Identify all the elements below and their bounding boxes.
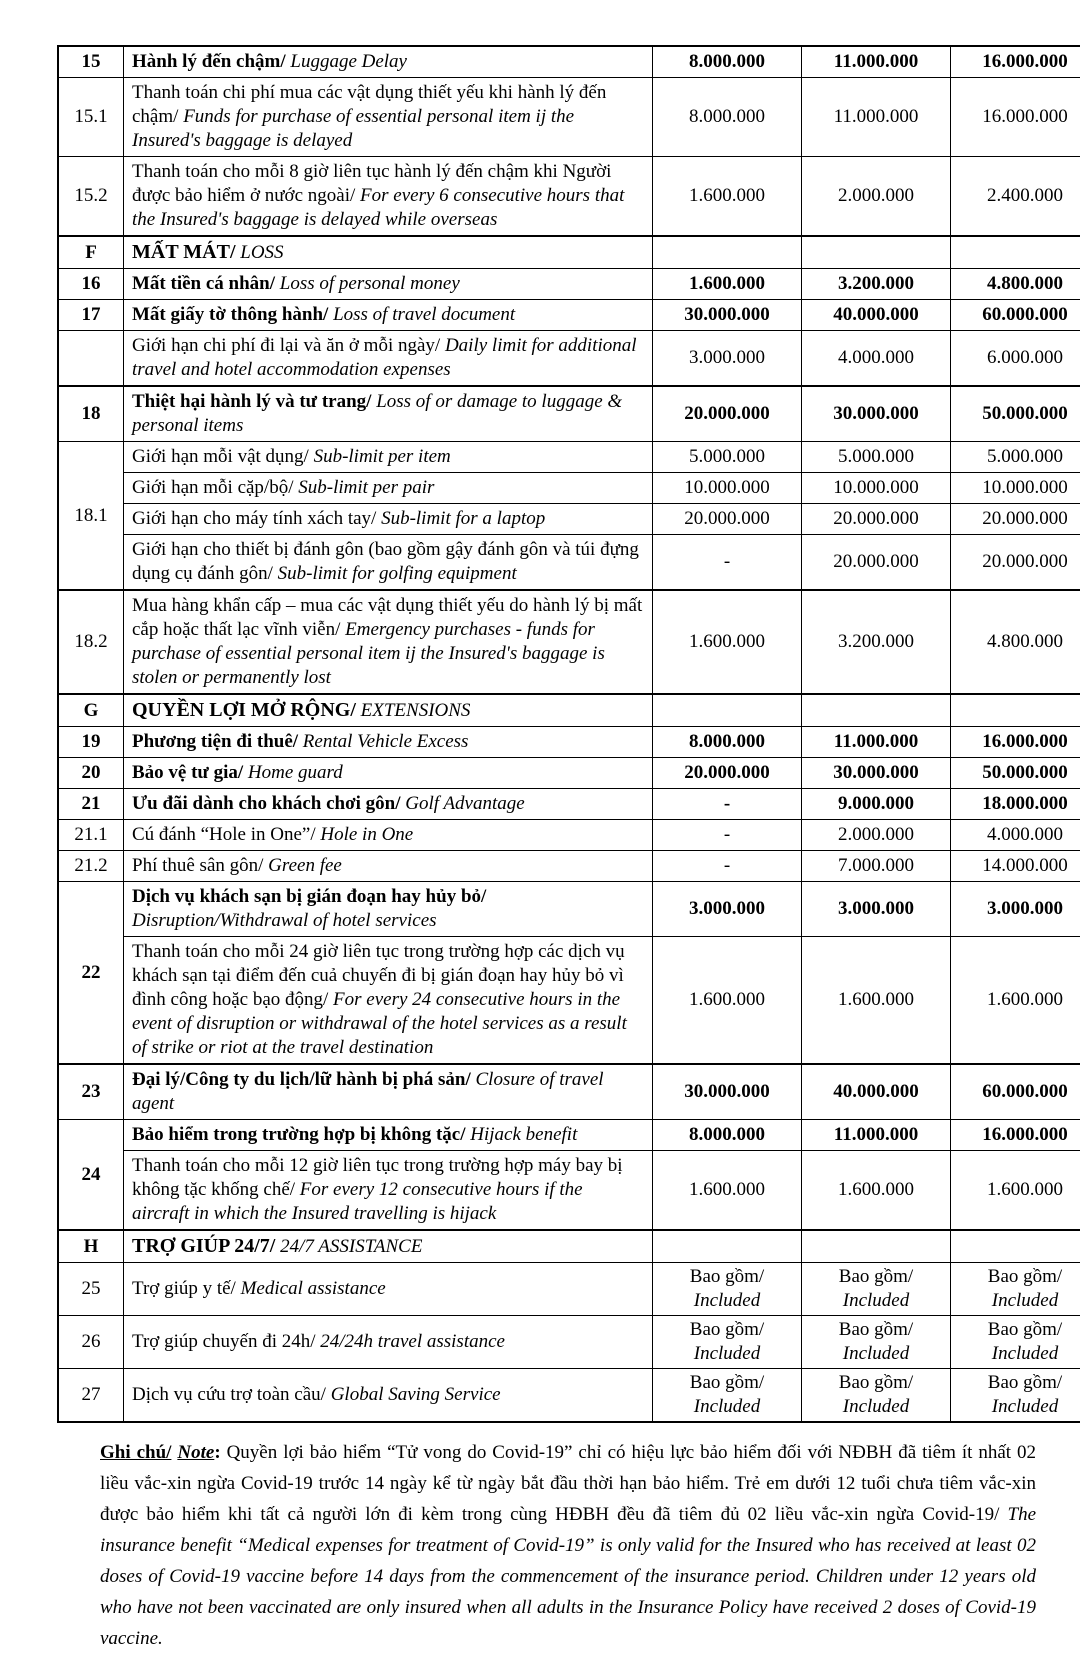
benefit-label-en: Sub-limit for a laptop [376,508,545,529]
benefit-value: 60.000.000 [951,300,1080,331]
benefit-label-vi: Giới hạn mỗi vật dụng/ [132,446,309,467]
benefit-value: 50.000.000 [951,758,1080,789]
benefit-value: 1.600.000 [653,590,802,694]
benefit-label-en: Daily limit for additional travel and hotel accommodation expenses [132,335,637,380]
benefit-value: 7.000.000 [802,851,951,882]
benefit-value: 20.000.000 [653,758,802,789]
benefit-value: 3.000.000 [951,882,1080,937]
table-row [58,78,1080,157]
benefit-value: 1.600.000 [802,1151,951,1231]
benefit-label-vi: Giới hạn cho máy tính xách tay/ [132,508,376,529]
benefit-label-vi: Giới hạn mỗi cặp/bộ/ [132,477,294,498]
row-number: 26 [58,1316,124,1369]
footnote [100,1437,1036,1654]
benefit-value [653,1230,802,1263]
row-number: 21.1 [58,820,124,851]
benefit-value: 1.600.000 [653,157,802,237]
benefit-value: - [653,820,802,851]
benefit-value: - [653,535,802,591]
table-row [58,590,1080,694]
benefit-label-vi: Thanh toán chi phí mua các vật dụng thiết yếu khi hành lý đến chậm/ [132,82,606,127]
benefit-value: 40.000.000 [802,1064,951,1120]
benefit-description [124,1064,653,1120]
row-number: H [58,1230,124,1263]
benefit-description [124,590,653,694]
row-number: 17 [58,300,124,331]
benefit-value [802,1230,951,1263]
benefit-label-vi: Phí thuê sân gôn/ [132,855,263,876]
benefit-value: Bao gồm/ Included [653,1316,802,1369]
table-row [58,937,1080,1065]
benefit-value: 4.800.000 [951,590,1080,694]
benefit-value: 5.000.000 [653,442,802,473]
row-number: 19 [58,727,124,758]
benefit-value: 20.000.000 [951,504,1080,535]
table-row [58,1316,1080,1369]
benefit-value [653,236,802,269]
benefit-value: 3.000.000 [653,331,802,387]
benefit-value: 3.000.000 [802,882,951,937]
benefit-description [124,851,653,882]
benefit-value: Bao gồm/ Included [951,1369,1080,1423]
row-number: 22 [58,882,124,1065]
benefit-description [124,937,653,1065]
benefit-value: 30.000.000 [802,758,951,789]
row-number: 15 [58,46,124,78]
benefit-label-en: Sub-limit for golfing equipment [273,563,517,584]
benefit-value: Bao gồm/ Included [951,1263,1080,1316]
benefit-value [951,1230,1080,1263]
benefit-value: 3.200.000 [802,269,951,300]
benefit-description [124,1230,653,1263]
benefit-value [802,236,951,269]
benefit-description [124,694,653,727]
table-row [58,504,1080,535]
benefit-label-en: 24/7 ASSISTANCE [275,1236,422,1257]
benefit-value: 11.000.000 [802,727,951,758]
note-label-vi: Ghi chú/ [100,1442,171,1463]
benefit-description [124,236,653,269]
table-row [58,300,1080,331]
benefit-description [124,820,653,851]
benefit-label-vi: TRỢ GIÚP 24/7/ [132,1235,275,1257]
row-number: 27 [58,1369,124,1423]
benefit-label-en: LOSS [236,242,284,263]
benefit-value [653,694,802,727]
benefits-table-body [58,46,1080,1422]
benefit-value: 5.000.000 [951,442,1080,473]
benefit-value: 18.000.000 [951,789,1080,820]
benefit-label-en: EXTENSIONS [356,700,471,721]
note-text-vi: Quyền lợi bảo hiểm “Tử vong do Covid-19” chỉ có hiệu lực bảo hiểm đối với NĐBH đã tiêm ít nhất 02 liều vắc-xin ngừa Covid-19 trước 14 ngày kể từ ngày bắt đầu thời hạn bảo hiểm. Trẻ em dưới 12 tuổi chưa tiêm vắc-xin được bảo hiểm khi tất cả người lớn đi kèm trong cùng HĐBH đều đã tiêm đủ 02 liều vắc-xin ngừa Covid-19/ [100,1442,1036,1525]
row-number: 24 [58,1120,124,1231]
benefit-label-vi: Phương tiện đi thuê/ [132,731,298,752]
benefit-label-en: Rental Vehicle Excess [298,731,468,752]
benefit-value: 11.000.000 [802,46,951,78]
benefit-value: 1.600.000 [653,269,802,300]
benefit-value: 1.600.000 [653,1151,802,1231]
benefit-value: 16.000.000 [951,46,1080,78]
row-number: 25 [58,1263,124,1316]
table-row [58,694,1080,727]
benefit-description [124,882,653,937]
benefit-value: Bao gồm/ Included [802,1263,951,1316]
benefit-value: 3.000.000 [653,882,802,937]
benefit-description [124,1151,653,1231]
benefit-description [124,386,653,442]
row-number: 23 [58,1064,124,1120]
benefit-label-vi: Dịch vụ khách sạn bị gián đoạn hay hủy bỏ/ [132,886,486,907]
benefit-value: 60.000.000 [951,1064,1080,1120]
benefit-label-vi: Hành lý đến chậm/ [132,51,286,72]
benefit-value: 1.600.000 [802,937,951,1065]
table-row [58,1263,1080,1316]
benefit-value [951,694,1080,727]
benefit-label-vi: Đại lý/Công ty du lịch/lữ hành bị phá sản/ [132,1069,471,1090]
row-number: 15.1 [58,78,124,157]
benefit-label-en: Closure of travel agent [132,1069,604,1114]
table-row [58,535,1080,591]
benefit-value: 4.000.000 [951,820,1080,851]
benefit-label-vi: Mất giấy tờ thông hành/ [132,304,328,325]
benefit-value: 5.000.000 [802,442,951,473]
benefit-label-vi: Dịch vụ cứu trợ toàn cầu/ [132,1384,326,1405]
row-number: 15.2 [58,157,124,237]
benefit-value: 9.000.000 [802,789,951,820]
benefit-value: 8.000.000 [653,727,802,758]
row-number: F [58,236,124,269]
table-row [58,1064,1080,1120]
benefit-value: 50.000.000 [951,386,1080,442]
row-number: 21 [58,789,124,820]
table-row [58,442,1080,473]
benefit-description [124,1316,653,1369]
benefit-label-en: Golf Advantage [401,793,525,814]
benefit-label-vi: Giới hạn cho thiết bị đánh gôn (bao gồm gậy đánh gôn và túi đựng dụng cụ đánh gôn/ [132,539,639,584]
benefit-label-en: Funds for purchase of essential personal item ij the Insured's baggage is delayed [132,106,574,151]
benefit-label-en: Emergency purchases - funds for purchase of essential personal item ij the Insured's baggage is stolen or permanently lost [132,619,605,688]
benefit-value: - [653,789,802,820]
benefit-value: 3.200.000 [802,590,951,694]
benefit-label-en: Luggage Delay [286,51,407,72]
benefit-value: 30.000.000 [653,1064,802,1120]
benefit-description [124,758,653,789]
benefit-value: 11.000.000 [802,78,951,157]
table-row [58,1120,1080,1151]
table-row [58,727,1080,758]
benefit-description [124,300,653,331]
benefit-value: 30.000.000 [802,386,951,442]
benefit-description [124,473,653,504]
benefit-label-en: Sub-limit per item [309,446,451,467]
benefit-label-en: Medical assistance [236,1278,386,1299]
table-row [58,789,1080,820]
benefit-value: 14.000.000 [951,851,1080,882]
benefit-value: - [653,851,802,882]
benefit-value: 4.800.000 [951,269,1080,300]
benefit-label-vi: Ưu đãi dành cho khách chơi gôn/ [132,793,401,814]
table-row [58,758,1080,789]
benefit-label-en: For every 6 consecutive hours that the Insured's baggage is delayed while overseas [132,185,624,230]
table-row [58,820,1080,851]
benefit-label-vi: Thiệt hại hành lý và tư trang/ [132,391,371,412]
benefit-value: Bao gồm/ Included [802,1316,951,1369]
benefit-value: 1.600.000 [653,937,802,1065]
benefit-value: 40.000.000 [802,300,951,331]
benefit-value: 1.600.000 [951,1151,1080,1231]
benefit-label-en: Global Saving Service [326,1384,501,1405]
benefit-label-vi: Bảo vệ tư gia/ [132,762,243,783]
benefit-value: 8.000.000 [653,78,802,157]
benefit-label-en: For every 12 consecutive hours if the aircraft in which the Insured travelling is hijack [132,1179,583,1224]
benefit-description [124,535,653,591]
benefit-description [124,331,653,387]
note-colon: : [214,1442,220,1463]
benefit-value: 2.000.000 [802,157,951,237]
benefit-value: 11.000.000 [802,1120,951,1151]
table-row [58,1230,1080,1263]
table-row [58,331,1080,387]
benefit-label-en: Loss of travel document [328,304,515,325]
benefit-value: Bao gồm/ Included [951,1316,1080,1369]
benefit-label-en: Loss of or damage to luggage & personal items [132,391,622,436]
table-row [58,269,1080,300]
benefit-label-vi: Giới hạn chi phí đi lại và ăn ở mỗi ngày/ [132,335,440,356]
benefit-label-vi: Trợ giúp chuyến đi 24h/ [132,1331,316,1352]
benefit-value: 10.000.000 [802,473,951,504]
benefit-value: Bao gồm/ Included [653,1369,802,1423]
benefit-label-en: Hole in One [316,824,414,845]
benefit-label-en: 24/24h travel assistance [316,1331,505,1352]
benefit-label-vi: Cú đánh “Hole in One”/ [132,824,316,845]
benefit-value: 16.000.000 [951,727,1080,758]
benefit-value: 20.000.000 [653,386,802,442]
benefit-value: 20.000.000 [802,504,951,535]
row-number: 18.1 [58,442,124,591]
benefit-label-vi: MẤT MÁT/ [132,241,236,263]
table-row [58,46,1080,78]
benefit-value: 30.000.000 [653,300,802,331]
benefit-value: 2.000.000 [802,820,951,851]
benefit-label-en: For every 24 consecutive hours in the event of disruption or withdrawal of the hotel services as a result of strike or riot at the travel destination [132,989,627,1058]
benefit-value: 20.000.000 [951,535,1080,591]
benefit-value: 6.000.000 [951,331,1080,387]
benefit-label-vi: QUYỀN LỢI MỞ RỘNG/ [132,699,356,721]
benefit-description [124,1369,653,1423]
benefit-description [124,442,653,473]
note-label-en: Note [177,1442,214,1463]
benefit-value: 20.000.000 [653,504,802,535]
benefit-label-en: Green fee [263,855,341,876]
row-number: 16 [58,269,124,300]
benefit-value: 4.000.000 [802,331,951,387]
benefit-description [124,504,653,535]
benefits-table [57,45,1080,1423]
benefit-label-en: Hijack benefit [466,1124,578,1145]
benefit-value: 8.000.000 [653,1120,802,1151]
benefit-label-en: Loss of personal money [275,273,460,294]
benefit-description [124,78,653,157]
benefit-label-en: Disruption/Withdrawal of hotel services [132,910,437,931]
benefit-value: 20.000.000 [802,535,951,591]
benefit-value: 10.000.000 [951,473,1080,504]
benefit-label-vi: Thanh toán cho mỗi 24 giờ liên tục trong trường hợp các dịch vụ khách sạn tại điểm đến cuả chuyến đi bị gián đoạn hay hủy bỏ vì đình công hoặc bạo động/ [132,941,625,1010]
benefit-value: 1.600.000 [951,937,1080,1065]
table-row [58,851,1080,882]
table-row [58,1369,1080,1423]
table-row [58,157,1080,237]
benefit-label-vi: Trợ giúp y tế/ [132,1278,236,1299]
note-text-en: The insurance benefit “Medical expenses for treatment of Covid-19” is only valid for the Insured who has received at least 02 doses of Covid-19 vaccine before 14 days from the commencement of the insurance period. Children under 12 years old who have not been vaccinated are only insured when all adults in the Insurance Policy have received 2 doses of Covid-19 vaccine. [100,1504,1036,1649]
benefit-label-en: Home guard [243,762,343,783]
benefit-label-vi: Mất tiền cá nhân/ [132,273,275,294]
benefit-label-vi: Bảo hiểm trong trường hợp bị không tặc/ [132,1124,466,1145]
table-row [58,882,1080,937]
benefit-value [802,694,951,727]
benefit-value: 2.400.000 [951,157,1080,237]
benefit-description [124,727,653,758]
benefit-description [124,46,653,78]
benefit-label-vi: Thanh toán cho mỗi 8 giờ liên tục hành lý đến chậm khi Người được bảo hiểm ở nước ngoài/ [132,161,611,206]
benefit-description [124,1120,653,1151]
row-number: 21.2 [58,851,124,882]
benefit-description [124,1263,653,1316]
benefit-label-en: Sub-limit per pair [294,477,435,498]
benefit-value: Bao gồm/ Included [653,1263,802,1316]
benefit-value: 8.000.000 [653,46,802,78]
benefit-description [124,157,653,237]
benefit-label-vi: Mua hàng khẩn cấp – mua các vật dụng thiết yếu do hành lý bị mất cắp hoặc thất lạc vĩnh viễn/ [132,595,642,640]
benefit-value: Bao gồm/ Included [802,1369,951,1423]
benefit-value: 16.000.000 [951,78,1080,157]
benefit-description [124,269,653,300]
row-number [58,331,124,387]
row-number: G [58,694,124,727]
table-row [58,236,1080,269]
benefit-value: 10.000.000 [653,473,802,504]
benefit-value: 16.000.000 [951,1120,1080,1151]
row-number: 18 [58,386,124,442]
benefit-value [951,236,1080,269]
table-row [58,473,1080,504]
table-row [58,1151,1080,1231]
row-number: 18.2 [58,590,124,694]
row-number: 20 [58,758,124,789]
table-row [58,386,1080,442]
benefit-description [124,789,653,820]
benefit-label-vi: Thanh toán cho mỗi 12 giờ liên tục trong trường hợp máy bay bị không tặc khống chế/ [132,1155,623,1200]
